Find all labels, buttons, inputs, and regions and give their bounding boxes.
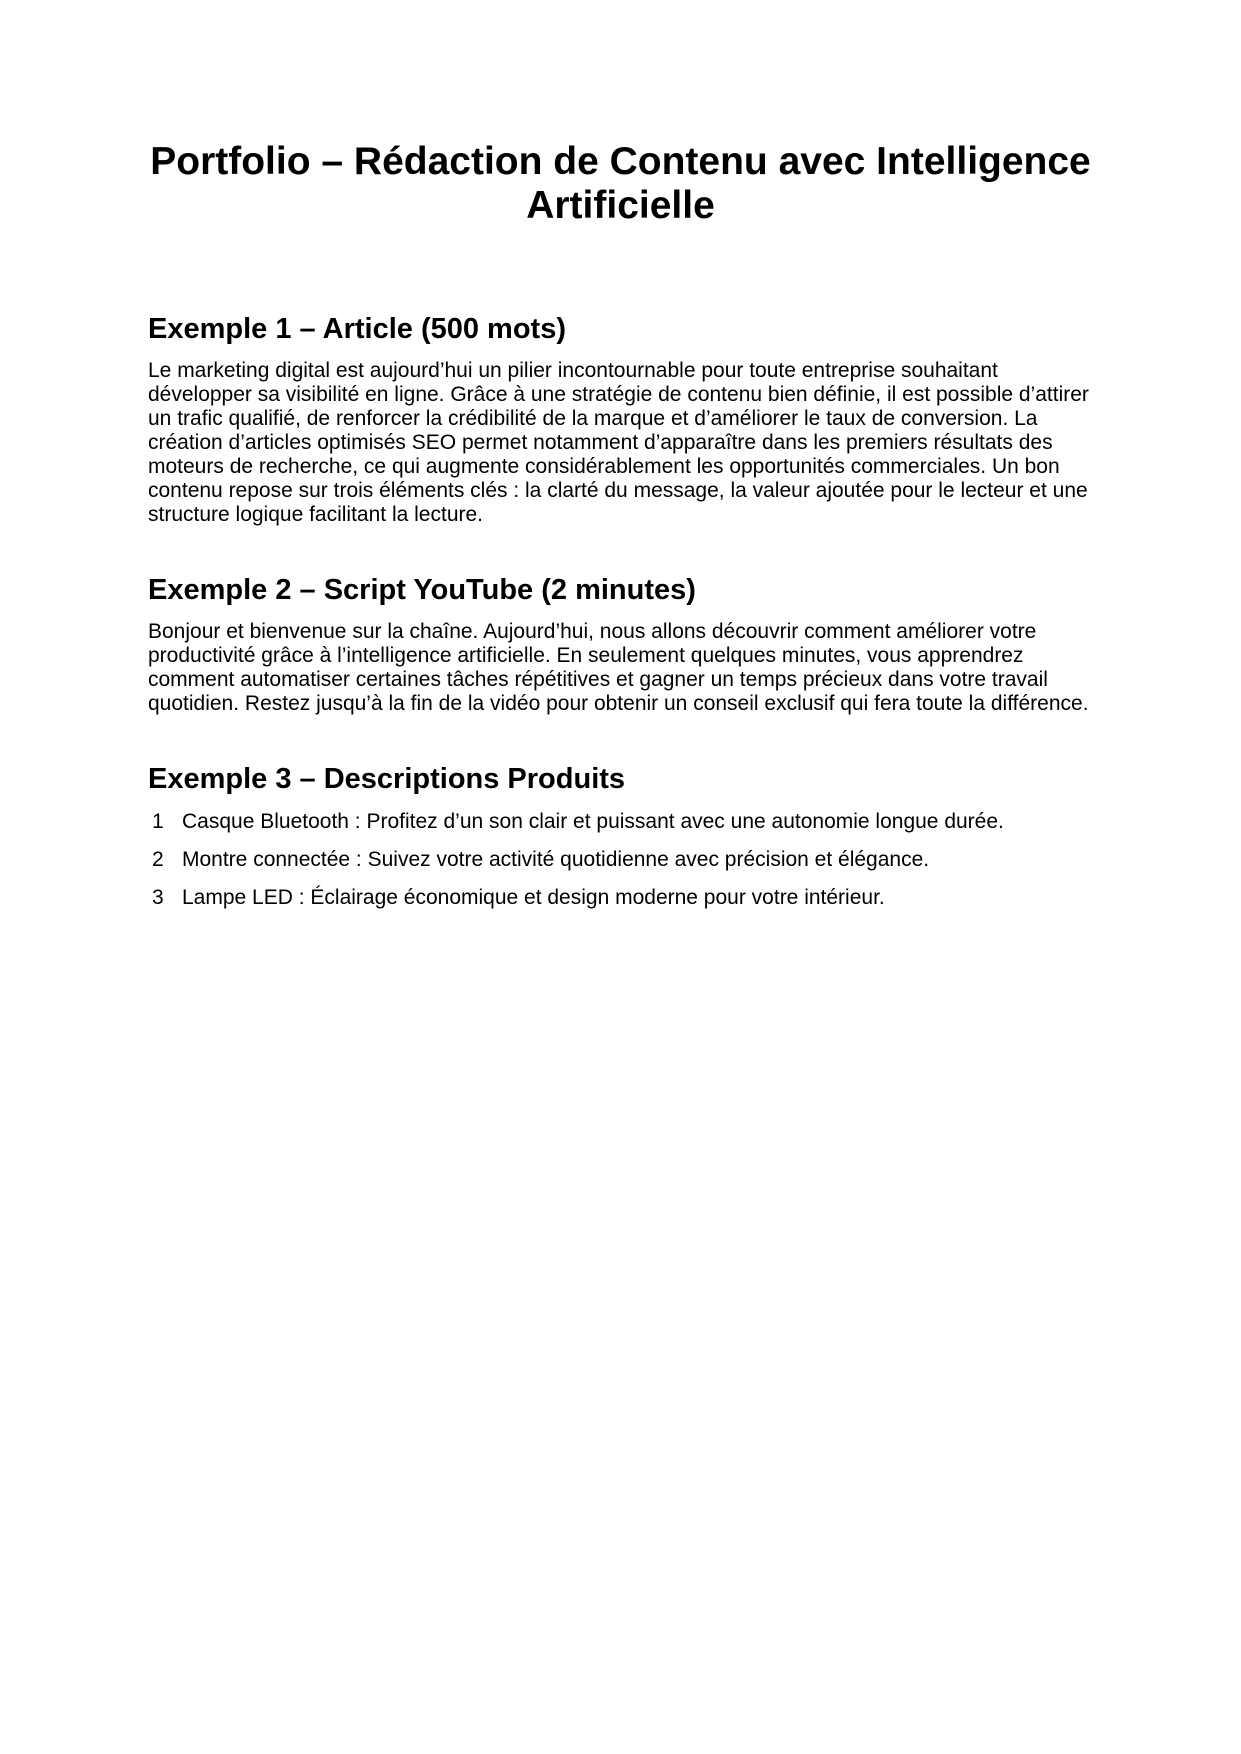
list-item-text: Montre connectée : Suivez votre activité quotidienne avec précision et élégance.	[182, 848, 930, 871]
section-2-heading: Exemple 2 – Script YouTube (2 minutes)	[148, 574, 696, 606]
section-exemple-1	[148, 266, 1093, 527]
section-exemple-3	[148, 716, 1093, 924]
section-1-heading: Exemple 1 – Article (500 mots)	[148, 313, 566, 345]
list-item	[148, 848, 1093, 872]
list-item-number: 1	[152, 810, 164, 833]
section-2-paragraph: Bonjour et bienvenue sur la chaîne. Aujourd’hui, nous allons découvrir comment améliorer votre productivité grâce à l’intelligence artificielle. En seulement quelques minutes, vous apprendrez comment automatiser certaines tâches répétitives et gagner un temps précieux dans votre travail quotidien. Restez jusqu’à la fin de la vidéo pour obtenir un conseil exclusif qui fera toute la différence.	[148, 620, 1089, 715]
list-item	[148, 810, 1093, 834]
section-exemple-2	[148, 527, 1093, 716]
product-descriptions-list	[148, 810, 1093, 924]
document-title: Portfolio – Rédaction de Contenu avec Intelligence Artificielle	[150, 140, 1091, 227]
section-3-heading: Exemple 3 – Descriptions Produits	[148, 763, 626, 795]
section-1-paragraph: Le marketing digital est aujourd’hui un pilier incontournable pour toute entreprise souhaitant développer sa visibilité en ligne. Grâce à une stratégie de contenu bien définie, il est possible d’attirer un trafic qualifié, de renforcer la crédibilité de la marque et d’améliorer le taux de conversion. La création d’articles optimisés SEO permet notamment d’apparaître dans les premiers résultats des moteurs de recherche, ce qui augmente considérablement les opportunités commerciales. Un bon contenu repose sur trois éléments clés : la clarté du message, la valeur ajoutée pour le lecteur et une structure logique facilitant la lecture.	[148, 359, 1089, 526]
list-item-text: Lampe LED : Éclairage économique et design moderne pour votre intérieur.	[182, 886, 885, 909]
list-item-text: Casque Bluetooth : Profitez d’un son clair et puissant avec une autonomie longue durée.	[182, 810, 1004, 833]
list-item-number: 2	[152, 848, 164, 871]
list-item	[148, 886, 1093, 910]
list-item-number: 3	[152, 886, 164, 909]
